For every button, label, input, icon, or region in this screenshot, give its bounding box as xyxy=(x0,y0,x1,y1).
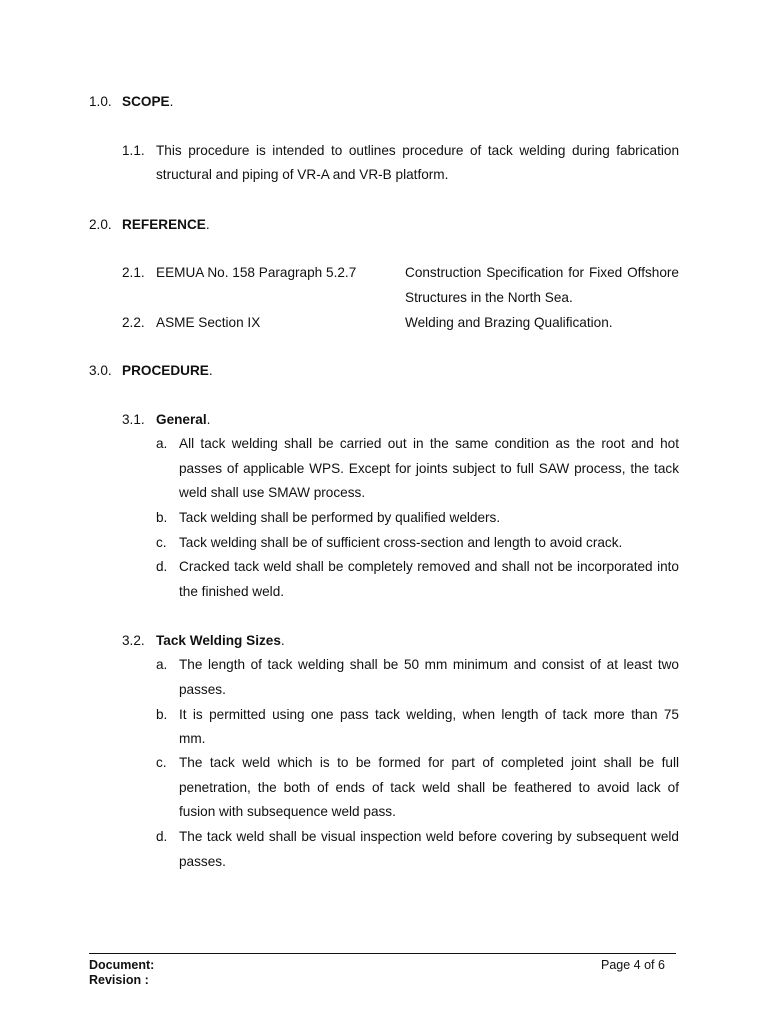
subsection-heading-general: General. xyxy=(156,412,211,427)
reference-source: EEMUA No. 158 Paragraph 5.2.7 xyxy=(156,265,357,280)
clause-number: 3.2. xyxy=(122,633,145,648)
list-item-line: penetration, the both of ends of tack weld shall be feathered to avoid lack of xyxy=(179,780,679,795)
list-letter: a. xyxy=(156,436,168,451)
list-item-line: All tack welding shall be carried out in the same condition as the root and hot xyxy=(179,436,679,451)
list-item-line: The length of tack welding shall be 50 mm minimum and consist of at least two xyxy=(179,657,679,672)
list-letter: d. xyxy=(156,559,168,574)
clause-number: 1.1. xyxy=(122,143,145,158)
list-item-line: passes. xyxy=(179,854,226,869)
clause-number: 3.1. xyxy=(122,412,145,427)
list-item-line: fusion with subsequence weld pass. xyxy=(179,804,396,819)
list-item-line: mm. xyxy=(179,731,206,746)
list-letter: c. xyxy=(156,535,167,550)
list-item-line: The tack weld which is to be formed for part of completed joint shall be full xyxy=(179,755,679,770)
list-item-line: passes. xyxy=(179,682,226,697)
reference-description: Welding and Brazing Qualification. xyxy=(405,315,613,330)
list-letter: b. xyxy=(156,510,168,525)
list-item-line: passes of applicable WPS. Except for joints subject to full SAW process, the tack xyxy=(179,461,679,476)
section-number: 1.0. xyxy=(89,94,112,109)
list-item-line: Tack welding shall be of sufficient cross-section and length to avoid crack. xyxy=(179,535,623,550)
list-item-line: Cracked tack weld shall be completely removed and shall not be incorporated into xyxy=(179,559,679,574)
section-heading-scope: SCOPE. xyxy=(122,94,174,109)
paragraph-line: This procedure is intended to outlines procedure of tack welding during fabrication xyxy=(156,143,679,158)
list-letter: c. xyxy=(156,755,167,770)
list-letter: b. xyxy=(156,707,168,722)
list-letter: d. xyxy=(156,829,168,844)
reference-number: 2.2. xyxy=(122,315,145,330)
page-number: Page 4 of 6 xyxy=(601,958,665,972)
list-item-line: The tack weld shall be visual inspection weld before covering by subsequent weld xyxy=(179,829,679,844)
list-letter: a. xyxy=(156,657,168,672)
footer-revision-label: Revision : xyxy=(89,973,149,987)
reference-description: Construction Specification for Fixed Offshore xyxy=(405,265,679,280)
list-item-line: weld shall use SMAW process. xyxy=(179,485,366,500)
reference-number: 2.1. xyxy=(122,265,145,280)
section-heading-reference: REFERENCE. xyxy=(122,217,210,232)
section-heading-procedure: PROCEDURE. xyxy=(122,363,213,378)
reference-source: ASME Section IX xyxy=(156,315,261,330)
reference-description: Structures in the North Sea. xyxy=(405,290,573,305)
footer-rule xyxy=(89,953,676,954)
list-item-line: It is permitted using one pass tack welding, when length of tack more than 75 xyxy=(179,707,679,722)
footer-document-label: Document: xyxy=(89,958,155,972)
section-number: 2.0. xyxy=(89,217,112,232)
subsection-heading-sizes: Tack Welding Sizes. xyxy=(156,633,285,648)
list-item-line: the finished weld. xyxy=(179,584,285,599)
section-number: 3.0. xyxy=(89,363,112,378)
list-item-line: Tack welding shall be performed by qualified welders. xyxy=(179,510,501,525)
paragraph-line: structural and piping of VR-A and VR-B platform. xyxy=(156,167,449,182)
